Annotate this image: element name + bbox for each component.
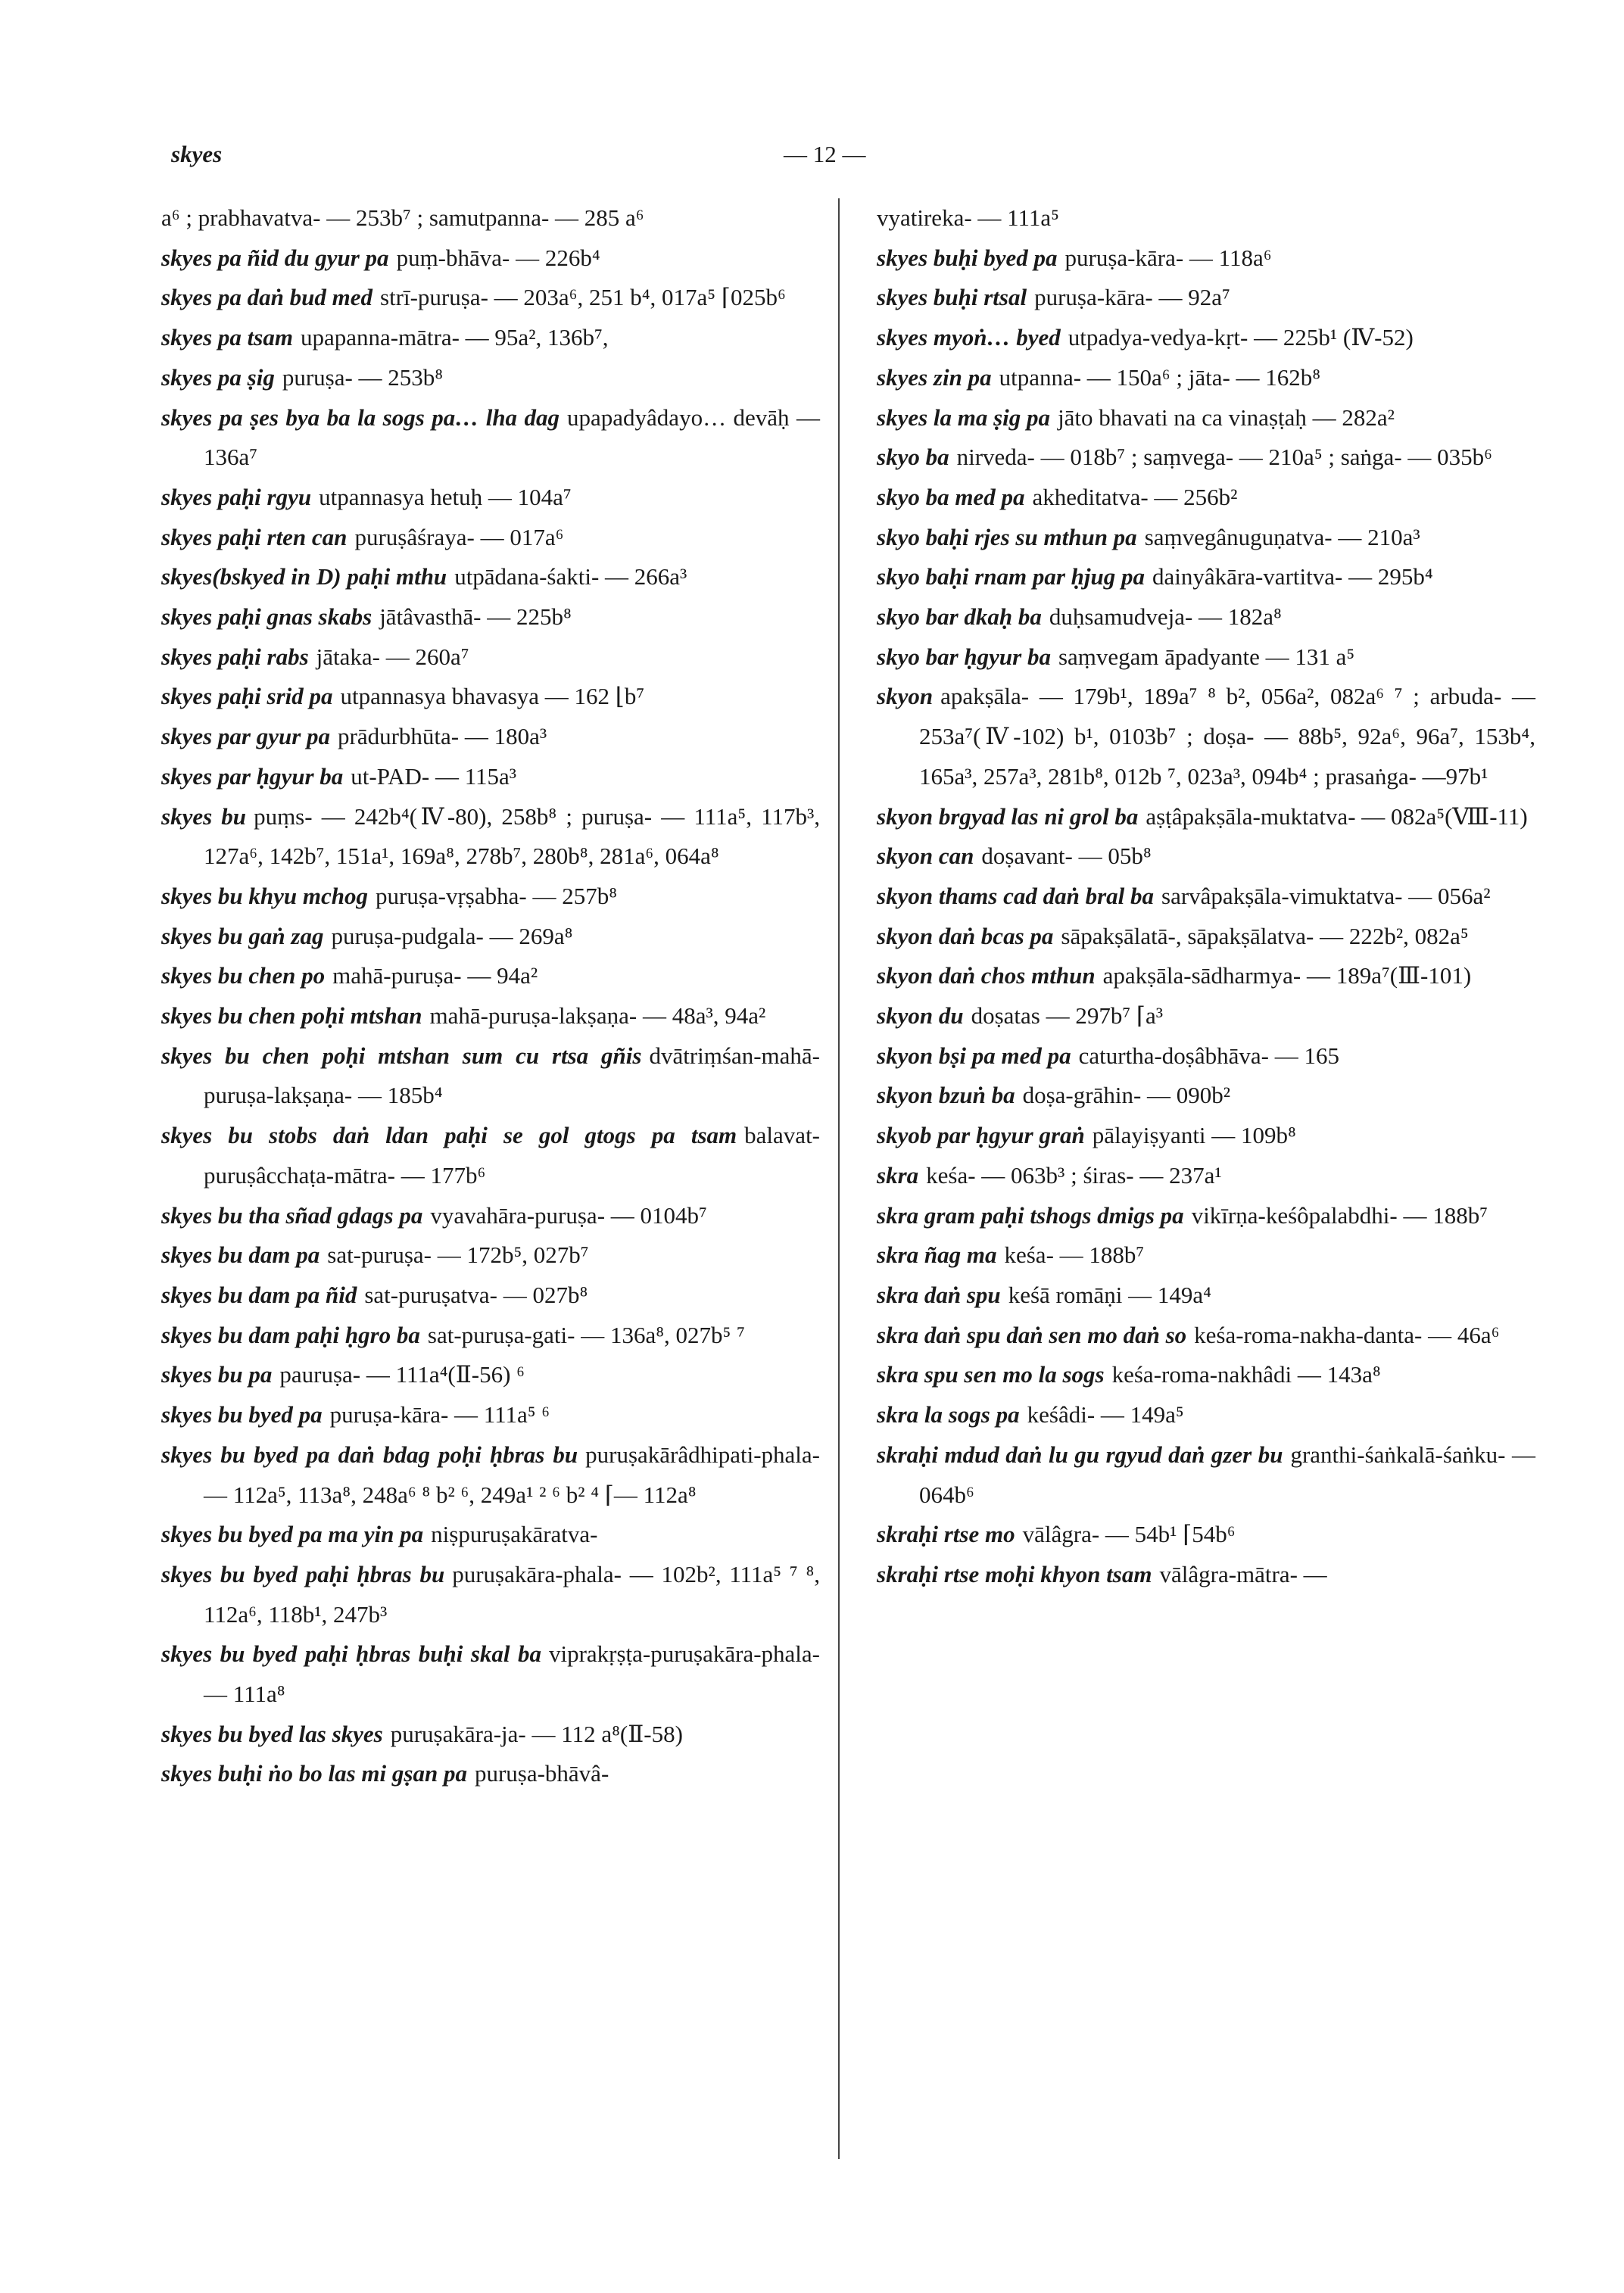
entry-headword: skyon bṣi pa med pa	[877, 1042, 1071, 1069]
dictionary-entry	[877, 1076, 1535, 1116]
entry-equivalent: puṃs- — 242b⁴(Ⅳ-80), 258b⁸ ; puruṣa- — 111a⁵, 117b³, 127a⁶, 142b⁷, 151a¹, 169a⁸, 278b⁷, 280b⁸, 281a⁶, 064a⁸	[204, 802, 821, 870]
left-column	[161, 198, 820, 1794]
entry-headword: skyes paḥi rgyu	[161, 483, 312, 510]
entry-headword: skyes par ḥgyur ba	[161, 762, 344, 790]
entry-headword: skyes la ma ṣig pa	[877, 403, 1051, 431]
entry-equivalent: sat-puruṣatva- — 027b⁸	[364, 1281, 588, 1308]
dictionary-entry	[161, 1116, 820, 1195]
dictionary-entry	[161, 637, 820, 678]
entry-equivalent: keśa- — 063b³ ; śiras- — 237a¹	[926, 1161, 1222, 1189]
dictionary-entry	[877, 597, 1535, 637]
entry-headword: skra ñag ma	[877, 1242, 997, 1269]
dictionary-entry	[877, 398, 1535, 438]
entry-headword: skyo bar ḥgyur ba	[877, 643, 1051, 670]
dictionary-entry	[877, 438, 1535, 478]
dictionary-entry	[877, 1515, 1535, 1555]
entry-headword: skyon can	[877, 843, 974, 870]
dictionary-entry	[877, 956, 1535, 996]
dictionary-entry	[877, 1435, 1535, 1515]
dictionary-entry	[161, 877, 820, 917]
entry-headword: skyo baḥi rjes su mthun pa	[877, 523, 1137, 550]
entry-equivalent: puruṣa-kāra- — 118a⁶	[1064, 244, 1272, 271]
entry-equivalent: utpannasya bhavasya — 162 ⌊b⁷	[340, 683, 645, 710]
entry-headword: skyes zin pa	[877, 363, 992, 391]
entry-equivalent: niṣpuruṣakāratva-	[431, 1521, 598, 1548]
entry-equivalent: granthi-śaṅkalā-śaṅku- — 064b⁶	[919, 1441, 1535, 1508]
dictionary-entry	[161, 358, 820, 398]
entry-equivalent: saṃvegânuguṇatva- — 210a³	[1144, 523, 1420, 550]
running-head: skyes	[171, 141, 223, 167]
entry-headword: skra la sogs pa	[877, 1401, 1020, 1428]
dictionary-entry	[877, 1276, 1535, 1316]
dictionary-entry	[877, 238, 1535, 279]
entry-equivalent: utpanna- — 150a⁶ ; jāta- — 162b⁸	[999, 363, 1321, 391]
entry-headword: skyo ba med pa	[877, 483, 1025, 510]
dictionary-entry	[161, 1036, 820, 1116]
entry-headword: skra daṅ spu	[877, 1281, 1001, 1308]
dictionary-entry	[161, 677, 820, 717]
entry-equivalent: puruṣakāra-phala- — 102b², 111a⁵ ⁷ ⁸, 112a⁶, 118b¹, 247b³	[204, 1560, 820, 1628]
dictionary-entry	[161, 996, 820, 1036]
entry-equivalent: viprakṛṣṭa-puruṣakāra-phala- — 111a⁸	[204, 1640, 820, 1708]
dictionary-entry	[161, 278, 820, 318]
dictionary-entry	[877, 1355, 1535, 1395]
dictionary-entry	[161, 1395, 820, 1435]
dictionary-entry	[161, 1754, 820, 1794]
entry-equivalent: ut-PAD- — 115a³	[351, 762, 517, 790]
entry-headword: skyes par gyur pa	[161, 723, 331, 750]
entry-equivalent: puruṣa-kāra- — 111a⁵ ⁶	[329, 1401, 550, 1428]
entry-equivalent: vyatireka- — 111a⁵	[877, 204, 1059, 231]
entry-headword: skyon brgyad las ni grol ba	[877, 802, 1139, 830]
entry-equivalent: vikīrṇa-keśôpalabdhi- — 188b⁷	[1191, 1201, 1488, 1229]
dictionary-entry	[877, 278, 1535, 318]
entry-headword: skyes bu chen poḥi mtshan	[161, 1002, 422, 1030]
dictionary-entry	[161, 717, 820, 757]
entry-headword: skyo ba	[877, 444, 949, 471]
entry-equivalent: jātâvasthā- — 225b⁸	[379, 603, 572, 631]
entry-headword: skyes bu byed pa daṅ bdag poḥi ḥbras bu	[161, 1441, 578, 1468]
dictionary-entry	[877, 637, 1535, 678]
entry-equivalent: vyavahāra-puruṣa- — 0104b⁷	[430, 1201, 707, 1229]
entry-equivalent: upapadyâdayo… devāḥ — 136a⁷	[204, 403, 821, 471]
dictionary-entry	[877, 877, 1535, 917]
entry-equivalent: utpadya-vedya-kṛt- — 225b¹ (Ⅳ-52)	[1068, 324, 1414, 351]
entry-equivalent: mahā-puruṣa- — 94a²	[332, 962, 538, 989]
entry-equivalent: puruṣa- — 253b⁸	[282, 363, 444, 391]
entry-headword: skyes bu stobs daṅ ldan paḥi se gol gtogs pa tsam	[161, 1122, 737, 1149]
entry-equivalent: strī-puruṣa- — 203a⁶, 251 b⁴, 017a⁵ ⌈025b⁶	[380, 284, 786, 311]
entry-headword: skyes bu byed pa	[161, 1401, 323, 1428]
entry-equivalent: vālâgra- — 54b¹ ⌈54b⁶	[1022, 1521, 1236, 1548]
entry-headword: skraḥi mdud daṅ lu gu rgyud daṅ gzer bu	[877, 1441, 1283, 1468]
dictionary-entry	[877, 1555, 1535, 1595]
entry-headword: skyes bu	[161, 802, 247, 830]
entry-headword: skyes buḥi rtsal	[877, 284, 1027, 311]
entry-headword: skyes buḥi ṅo bo las mi gṣan pa	[161, 1760, 467, 1787]
entry-headword: skyon daṅ chos mthun	[877, 962, 1096, 989]
entry-headword: skra spu sen mo la sogs	[877, 1361, 1105, 1388]
entry-equivalent: puruṣakārâdhipati-phala- — 112a⁵, 113a⁸, 248a⁶ ⁸ b² ⁶, 249a¹ ² ⁶ b² ⁴ ⌈— 112a⁸	[204, 1441, 820, 1508]
entry-equivalent: apakṣāla- — 179b¹, 189a⁷ ⁸ b², 056a², 082a⁶ ⁷ ; arbuda- — 253a⁷(Ⅳ-102) b¹, 0103b⁷ ; doṣa- — 88b⁵, 92a⁶, 96a⁷, 153b⁴, 165a³, 257a³, 281b⁸, 012b ⁷, 023a³, 094b⁴ ; prasaṅga- —97b¹	[919, 683, 1535, 790]
entry-equivalent: jāto bhavati na ca vinaṣṭaḥ — 282a²	[1058, 403, 1395, 431]
entry-equivalent: sāpakṣālatā-, sāpakṣālatva- — 222b², 082a⁵	[1061, 922, 1469, 949]
dictionary-entry	[877, 557, 1535, 597]
entry-equivalent: keśā romāṇi — 149a⁴	[1008, 1281, 1211, 1308]
dictionary-entry	[877, 1316, 1535, 1356]
entry-headword: skyes pa ṣig	[161, 363, 275, 391]
column-divider	[838, 198, 840, 2159]
entry-headword: skyes bu pa	[161, 1361, 273, 1388]
entry-equivalent: puruṣa-vṛṣabha- — 257b⁸	[376, 882, 618, 909]
entry-equivalent: mahā-puruṣa-lakṣaṇa- — 48a³, 94a²	[429, 1002, 766, 1030]
dictionary-entry	[877, 318, 1535, 358]
entry-equivalent: vālâgra-mātra- —	[1159, 1560, 1327, 1587]
dictionary-entry	[877, 917, 1535, 957]
entry-headword: skyes bu byed paḥi ḥbras bu	[161, 1560, 445, 1587]
entry-headword: skyon bzuṅ ba	[877, 1082, 1015, 1109]
dictionary-entry	[877, 478, 1535, 518]
entry-equivalent: puruṣa-pudgala- — 269a⁸	[331, 922, 573, 949]
entry-headword: skyes bu chen poḥi mtshan sum cu rtsa gñis	[161, 1042, 642, 1069]
entry-headword: skyes bu dam paḥi ḥgro ba	[161, 1321, 420, 1348]
entry-headword: skyes bu byed paḥi ḥbras buḥi skal ba	[161, 1640, 541, 1668]
right-column	[877, 198, 1535, 1595]
dictionary-entry	[161, 478, 820, 518]
dictionary-entry	[161, 1235, 820, 1276]
entry-headword: skyes bu chen po	[161, 962, 326, 989]
entry-equivalent: duḥsamudveja- — 182a⁸	[1049, 603, 1282, 631]
entry-equivalent: jātaka- — 260a⁷	[316, 643, 469, 670]
dictionary-entry	[877, 996, 1535, 1036]
dictionary-entry	[161, 1355, 820, 1395]
entry-equivalent: utpannasya hetuḥ — 104a⁷	[319, 483, 572, 510]
dictionary-entry	[161, 597, 820, 637]
entry-headword: skyes buḥi byed pa	[877, 244, 1058, 271]
dictionary-entry	[877, 837, 1535, 877]
entry-equivalent: aṣṭâpakṣāla-muktatva- — 082a⁵(Ⅷ-11)	[1146, 802, 1528, 830]
entry-equivalent: nirveda- — 018b⁷ ; saṃvega- — 210a⁵ ; saṅga- — 035b⁶	[956, 444, 1492, 471]
entry-equivalent: pālayiṣyanti — 109b⁸	[1092, 1122, 1296, 1149]
entry-headword: skyes(bskyed in D) paḥi mthu	[161, 563, 447, 590]
entry-headword: skyes bu dam pa ñid	[161, 1281, 357, 1308]
entry-headword: skyes pa tsam	[161, 324, 293, 351]
entry-equivalent: puruṣa-bhāvâ-	[474, 1760, 609, 1787]
entry-equivalent: pauruṣa- — 111a⁴(Ⅱ-56) ⁶	[279, 1361, 525, 1388]
dictionary-entry	[877, 1196, 1535, 1236]
page-number: — 12 —	[784, 141, 866, 167]
dictionary-entry	[877, 1235, 1535, 1276]
entry-headword: skyob par ḥgyur graṅ	[877, 1122, 1085, 1149]
entry-headword: skyon thams cad daṅ bral ba	[877, 882, 1155, 909]
dictionary-entry	[877, 1036, 1535, 1076]
entry-equivalent: keśâdi- — 149a⁵	[1027, 1401, 1184, 1428]
entry-headword: skra gram paḥi tshogs dmigs pa	[877, 1201, 1184, 1229]
dictionary-entry	[161, 198, 820, 238]
entry-headword: skyes bu tha sñad gdags pa	[161, 1201, 423, 1229]
entry-equivalent: sarvâpakṣāla-vimuktatva- — 056a²	[1161, 882, 1491, 909]
entry-equivalent: sat-puruṣa-gati- — 136a⁸, 027b⁵ ⁷	[427, 1321, 745, 1348]
entry-headword: skyes pa daṅ bud med	[161, 284, 372, 311]
entry-equivalent: dainyâkāra-vartitva- — 295b⁴	[1152, 563, 1433, 590]
entry-headword: skyes paḥi rten can	[161, 523, 348, 550]
entry-headword: skyes myoṅ… byed	[877, 324, 1061, 351]
dictionary-entry	[161, 1276, 820, 1316]
entry-equivalent: upapanna-mātra- — 95a², 136b⁷,	[300, 324, 609, 351]
entry-headword: skra daṅ spu daṅ sen mo daṅ so	[877, 1321, 1187, 1348]
entry-equivalent: puruṣa-kāra- — 92a⁷	[1034, 284, 1230, 311]
dictionary-entry	[877, 1156, 1535, 1196]
entry-headword: skyon	[877, 683, 934, 710]
dictionary-entry	[161, 757, 820, 797]
dictionary-entry	[161, 518, 820, 558]
dictionary-entry	[161, 1316, 820, 1356]
dictionary-entry	[877, 198, 1535, 238]
entry-equivalent: apakṣāla-sādharmya- — 189a⁷(Ⅲ-101)	[1102, 962, 1472, 989]
entry-equivalent: puṃ-bhāva- — 226b⁴	[396, 244, 600, 271]
entry-headword: skraḥi rtse moḥi khyon tsam	[877, 1560, 1152, 1587]
entry-equivalent: doṣatas — 297b⁷ ⌈a³	[971, 1002, 1164, 1030]
dictionary-entry	[161, 956, 820, 996]
entry-equivalent: dvātriṃśan-mahā-puruṣa-lakṣaṇa- — 185b⁴	[204, 1042, 820, 1109]
entry-equivalent: prādurbhūta- — 180a³	[338, 723, 547, 750]
entry-headword: skyes bu gaṅ zag	[161, 922, 324, 949]
entry-headword: skyes paḥi gnas skabs	[161, 603, 372, 631]
entry-equivalent: saṃvegam āpadyante — 131 a⁵	[1058, 643, 1355, 670]
dictionary-entry	[877, 677, 1535, 796]
dictionary-entry	[161, 1634, 820, 1714]
dictionary-entry	[877, 518, 1535, 558]
dictionary-entry	[161, 318, 820, 358]
dictionary-entry	[877, 358, 1535, 398]
dictionary-entry	[161, 1435, 820, 1515]
dictionary-entry	[161, 1715, 820, 1755]
entry-equivalent: balavat-puruṣâcchaṭa-mātra- — 177b⁶	[204, 1122, 820, 1189]
entry-headword: skyes pa ñid du gyur pa	[161, 244, 389, 271]
entry-headword: skyon daṅ bcas pa	[877, 922, 1054, 949]
entry-headword: skyes bu dam pa	[161, 1242, 320, 1269]
dictionary-entry	[877, 1395, 1535, 1435]
entry-headword: skyes bu byed las skyes	[161, 1720, 383, 1747]
dictionary-entry	[161, 917, 820, 957]
entry-headword: skyes bu byed pa ma yin pa	[161, 1521, 424, 1548]
dictionary-entry	[161, 797, 820, 877]
entry-equivalent: puruṣâśraya- — 017a⁶	[354, 523, 564, 550]
entry-equivalent: puruṣakāra-ja- — 112 a⁸(Ⅱ-58)	[390, 1720, 683, 1747]
entry-headword: skyes bu khyu mchog	[161, 882, 368, 909]
entry-equivalent: akheditatva- — 256b²	[1032, 483, 1238, 510]
entry-equivalent: utpādana-śakti- — 266a³	[454, 563, 687, 590]
dictionary-entry	[877, 1116, 1535, 1156]
entry-headword: skraḥi rtse mo	[877, 1521, 1015, 1548]
entry-equivalent: doṣa-grāhin- — 090b²	[1022, 1082, 1231, 1109]
entry-headword: skyes paḥi srid pa	[161, 683, 333, 710]
entry-headword: skyon du	[877, 1002, 964, 1030]
entry-equivalent: caturtha-doṣâbhāva- — 165	[1078, 1042, 1339, 1069]
entry-equivalent: keśa-roma-nakha-danta- — 46a⁶	[1194, 1321, 1500, 1348]
dictionary-entry	[161, 238, 820, 279]
dictionary-entry	[161, 557, 820, 597]
entry-headword: skyes paḥi rabs	[161, 643, 309, 670]
entry-headword: skyo baḥi rnam par ḥjug pa	[877, 563, 1146, 590]
entry-equivalent: keśa-roma-nakhâdi — 143a⁸	[1111, 1361, 1381, 1388]
entry-equivalent: sat-puruṣa- — 172b⁵, 027b⁷	[327, 1242, 589, 1269]
entry-headword: skyo bar dkaḥ ba	[877, 603, 1042, 631]
entry-headword: skra	[877, 1161, 919, 1189]
entry-equivalent: doṣavant- — 05b⁸	[981, 843, 1152, 870]
dictionary-entry	[877, 797, 1535, 837]
entry-equivalent: keśa- — 188b⁷	[1004, 1242, 1145, 1269]
dictionary-entry	[161, 1555, 820, 1634]
entry-equivalent: a⁶ ; prabhavatva- — 253b⁷ ; samutpanna- — 285 a⁶	[161, 204, 644, 231]
dictionary-entry	[161, 1196, 820, 1236]
dictionary-entry	[161, 1515, 820, 1555]
dictionary-entry	[161, 398, 820, 478]
entry-headword: skyes pa ṣes bya ba la sogs pa… lha dag	[161, 403, 560, 431]
